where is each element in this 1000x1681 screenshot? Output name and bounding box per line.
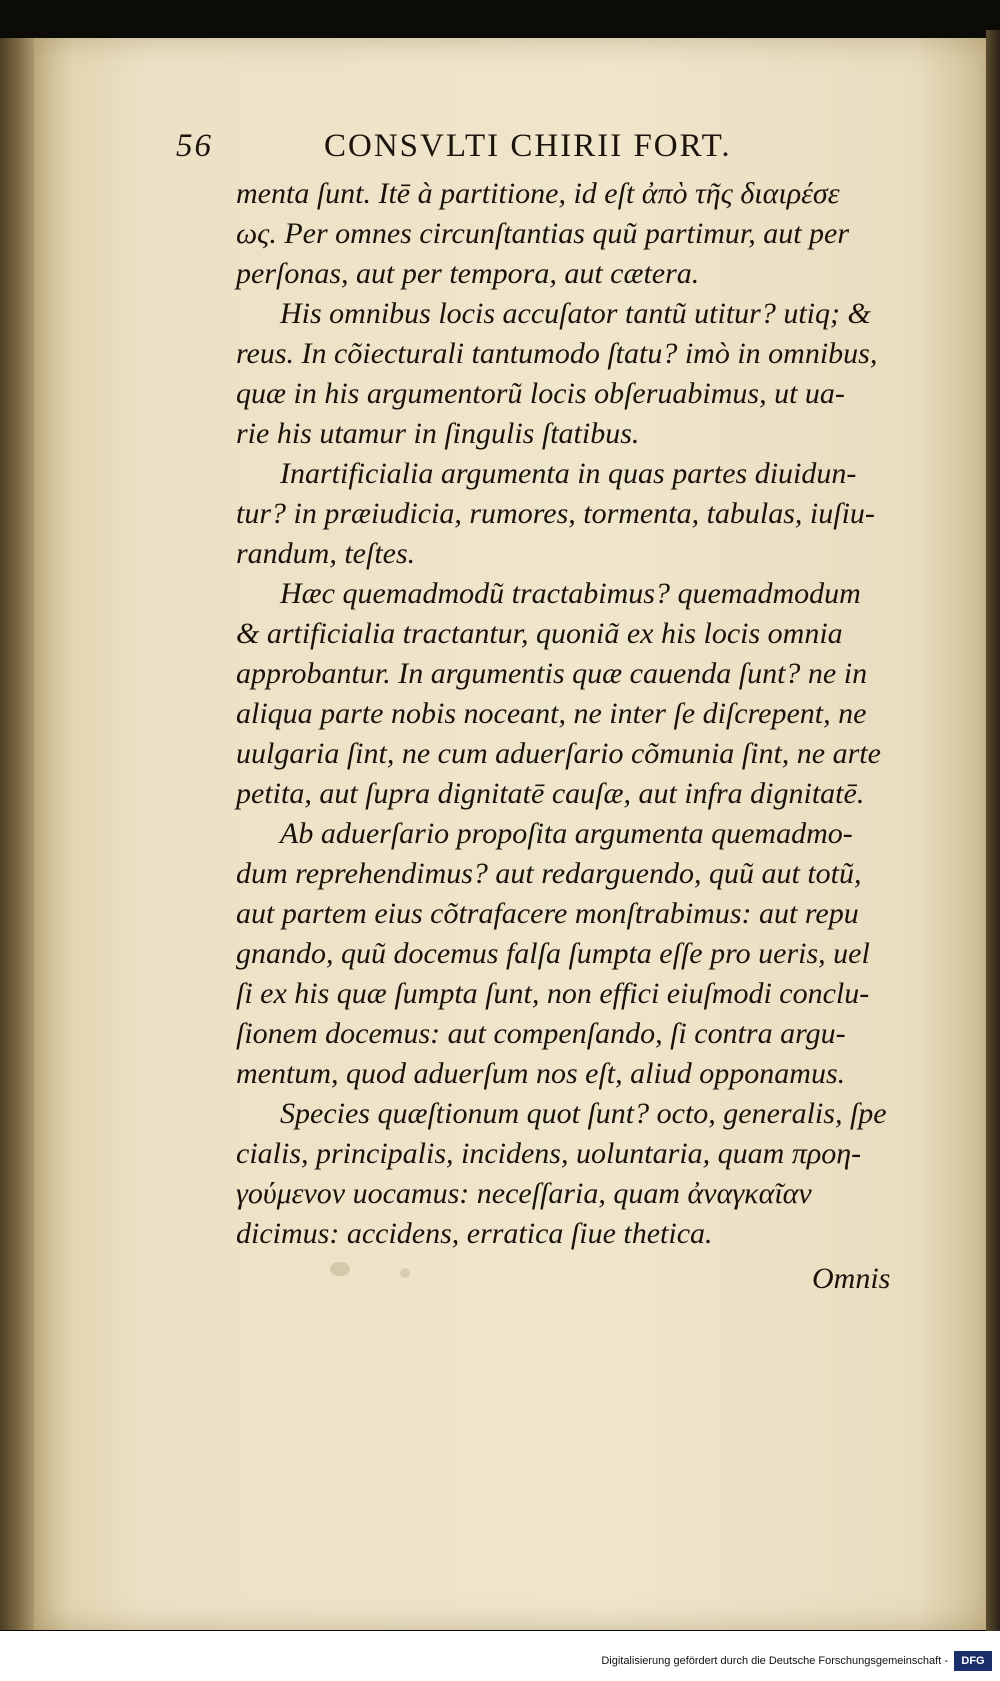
page-number: 56 [176,128,213,164]
running-title: CONSVLTI CHIRII FORT. [324,128,732,164]
text-line: quæ in his argumentorũ locis obſeruabimus, ut ua- [236,377,845,410]
body-text [236,174,896,1254]
text-line: His omnibus locis accuſator tantũ utitur? utiq; & [280,297,871,330]
text-line: ως. Per omnes circunſtantias quũ partimur, aut per [236,217,850,250]
text-line: dum reprehendimus? aut redarguendo, quũ aut totũ, [236,857,862,890]
text-line: perſonas, aut per tempora, aut cætera. [236,257,700,290]
text-line: Hæc quemadmodũ tractabimus? quemadmodum [280,577,861,610]
text-line: approbantur. In argumentis quæ cauenda ſunt? ne in [236,657,868,690]
text-line: randum, teſtes. [236,537,416,570]
text-line: gnando, quũ docemus falſa ſumpta eſſe pro ueris, uel [236,937,870,970]
running-head [176,128,796,168]
text-line: aliqua parte nobis noceant, ne inter ſe diſcrepent, ne [236,697,867,730]
catchword: Omnis [812,1262,891,1295]
ink-blot [400,1268,410,1278]
book-binding [0,38,34,1630]
text-line: cialis, principalis, incidens, uoluntaria, quam προη- [236,1137,862,1170]
text-line: aut partem eius cõtrafacere monſtrabimus: aut repu [236,897,859,930]
dfg-logo: DFG [954,1651,992,1671]
footer-bar [0,1631,1000,1681]
text-line: petita, aut ſupra dignitatē cauſæ, aut infra dignitatē. [236,777,865,810]
page-edge [986,30,1000,1640]
text-line: Inartificialia argumenta in quas partes diuidun- [280,457,857,490]
ink-blot [330,1262,350,1276]
text-line: γούμενον uocamus: neceſſaria, quam ἀναγκαῖαν [236,1177,812,1210]
footer-credit: Digitalisierung gefördert durch die Deutsche Forschungsgemeinschaft - [601,1655,948,1667]
text-line: mentum, quod aduerſum nos eſt, aliud opponamus. [236,1057,846,1090]
text-line: tur? in præiudicia, rumores, tormenta, tabulas, iuſiu- [236,497,875,530]
text-line: rie his utamur in ſingulis ſtatibus. [236,417,640,450]
text-line: uulgaria ſint, ne cum aduerſario cõmunia ſint, ne arte [236,737,881,770]
text-line: Species quæſtionum quot ſunt? octo, generalis, ſpe [280,1097,887,1130]
text-line: reus. In cõiecturali tantumodo ſtatu? imò in omnibus, [236,337,878,370]
text-line: ſi ex his quæ ſumpta ſunt, non effici eiuſmodi conclu- [236,977,870,1010]
text-line: Ab aduerſario propoſita argumenta quemadmo- [280,817,853,850]
text-line: dicimus: accidens, erratica ſiue thetica. [236,1217,713,1250]
text-line: ſionem docemus: aut compenſando, ſi contra argu- [236,1017,846,1050]
text-line: & artificialia tractantur, quoniã ex his locis omnia [236,617,843,650]
text-line: menta ſunt. Itē à partitione, id eſt ἀπὸ τῆς διαιρέσε [236,177,840,210]
